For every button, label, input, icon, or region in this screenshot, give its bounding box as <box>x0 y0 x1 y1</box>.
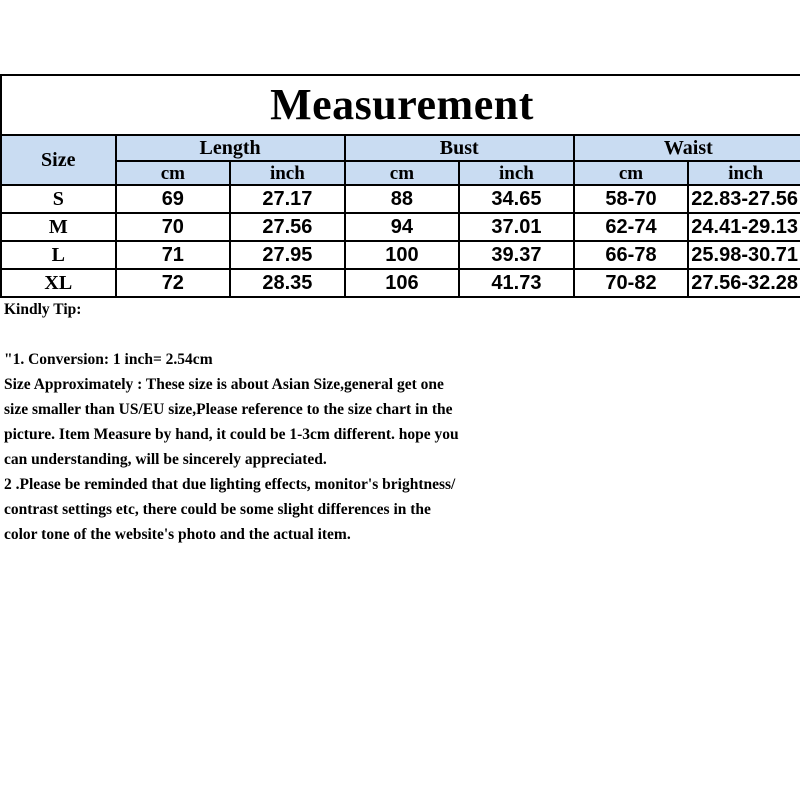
table-cell: 24.41-29.13 <box>688 213 800 241</box>
tip-line: can understanding, will be sincerely appreciated. <box>4 451 327 468</box>
table-cell: 106 <box>345 269 460 297</box>
table-title: Measurement <box>1 75 800 135</box>
table-cell: 100 <box>345 241 460 269</box>
tip-line: 2 .Please be reminded that due lighting effects, monitor's brightness/ <box>4 476 456 493</box>
table-cell: 22.83-27.56 <box>688 185 800 213</box>
size-label: M <box>1 213 116 241</box>
size-chart-table <box>0 74 800 298</box>
size-header: Size <box>1 135 116 185</box>
waist-header: Waist <box>574 135 800 161</box>
table-row <box>1 213 800 241</box>
tip-line: contrast settings etc, there could be some slight differences in the <box>4 501 431 518</box>
table-cell: 25.98-30.71 <box>688 241 800 269</box>
table-cell: 66-78 <box>574 241 689 269</box>
bust-header: Bust <box>345 135 574 161</box>
table-cell: 71 <box>116 241 231 269</box>
table-cell: 27.56 <box>230 213 345 241</box>
size-label: L <box>1 241 116 269</box>
table-cell: 70 <box>116 213 231 241</box>
table-cell: 37.01 <box>459 213 574 241</box>
tip-line: "1. Conversion: 1 inch= 2.54cm <box>4 351 213 368</box>
table-cell: 88 <box>345 185 460 213</box>
table-cell: 39.37 <box>459 241 574 269</box>
unit-header: inch <box>688 161 800 185</box>
table-cell: 94 <box>345 213 460 241</box>
table-cell: 28.35 <box>230 269 345 297</box>
tip-line: picture. Item Measure by hand, it could be 1-3cm different. hope you <box>4 426 459 443</box>
table-cell: 72 <box>116 269 231 297</box>
unit-header: inch <box>459 161 574 185</box>
table-cell: 70-82 <box>574 269 689 297</box>
table-cell: 58-70 <box>574 185 689 213</box>
tip-line: color tone of the website's photo and the actual item. <box>4 526 351 543</box>
kindly-tip-section <box>4 297 584 547</box>
table-row <box>1 185 800 213</box>
table-cell: 27.17 <box>230 185 345 213</box>
size-label: S <box>1 185 116 213</box>
tip-line: Size Approximately : These size is about Asian Size,general get one <box>4 376 444 393</box>
unit-header: inch <box>230 161 345 185</box>
table-cell: 27.95 <box>230 241 345 269</box>
table-cell: 27.56-32.28 <box>688 269 800 297</box>
table-cell: 69 <box>116 185 231 213</box>
tip-line: size smaller than US/EU size,Please reference to the size chart in the <box>4 401 453 418</box>
size-label: XL <box>1 269 116 297</box>
table-cell: 62-74 <box>574 213 689 241</box>
unit-header: cm <box>574 161 689 185</box>
unit-header: cm <box>345 161 460 185</box>
tips-heading: Kindly Tip: <box>4 301 82 318</box>
table-row <box>1 269 800 297</box>
length-header: Length <box>116 135 345 161</box>
table-cell: 34.65 <box>459 185 574 213</box>
table-row <box>1 241 800 269</box>
unit-header: cm <box>116 161 231 185</box>
table-cell: 41.73 <box>459 269 574 297</box>
